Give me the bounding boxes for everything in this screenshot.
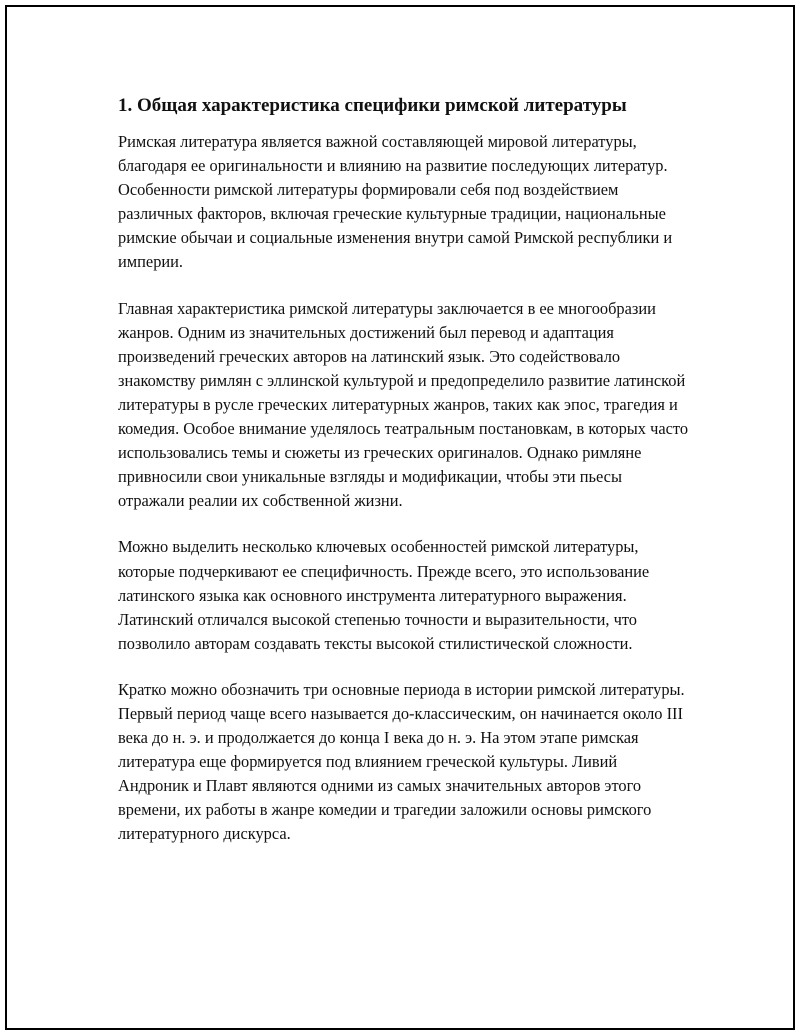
paragraph-3: Можно выделить несколько ключевых особенностей римской литературы, которые подчеркивают ее специфичность. Прежде всего, это использование латинского языка как основного инструмента литературного выражения. Латинский отличался высокой степенью точности и выразительности, что позволило авторам создавать тексты высокой стилистической сложности.	[118, 537, 650, 653]
document-body	[118, 92, 688, 869]
section-heading: 1. Общая характеристика специфики римской литературы	[118, 95, 627, 116]
paragraph-1: Римская литература является важной составляющей мировой литературы, благодаря ее оригинальности и влиянию на развитие последующих литератур. Особенности римской литературы формировали себя под воздействием различных факторов, включая греческие культурные традиции, национальные римские обычаи и социальные изменения внутри самой Римской республики и империи.	[118, 132, 673, 272]
paragraph-4: Кратко можно обозначить три основные периода в истории римской литературы. Первый период чаще всего называется до-классическим, он начинается около III века до н. э. и продолжается до конца I века до н. э. На этом этапе римская литература еще формируется под влиянием греческой культуры. Ливий Андроник и Плавт являются одними из самых значительных авторов этого времени, их работы в жанре комедии и трагедии заложили основы римского литературного дискурса.	[118, 679, 685, 844]
paragraph-2: Главная характеристика римской литературы заключается в ее многообразии жанров. Одним из значительных достижений был перевод и адаптация произведений греческих авторов на латинский язык. Это содействовало знакомству римлян с эллинской культурой и предопределило развитие латинской литературы в русле греческих литературных жанров, таких как эпос, трагедия и комедия. Особое внимание уделялось театральным постановкам, в которых часто использовались темы и сюжеты из греческих оригиналов. Однако римляне привносили свои уникальные взгляды и модификации, чтобы эти пьесы отражали реалии их собственной жизни.	[118, 298, 689, 511]
